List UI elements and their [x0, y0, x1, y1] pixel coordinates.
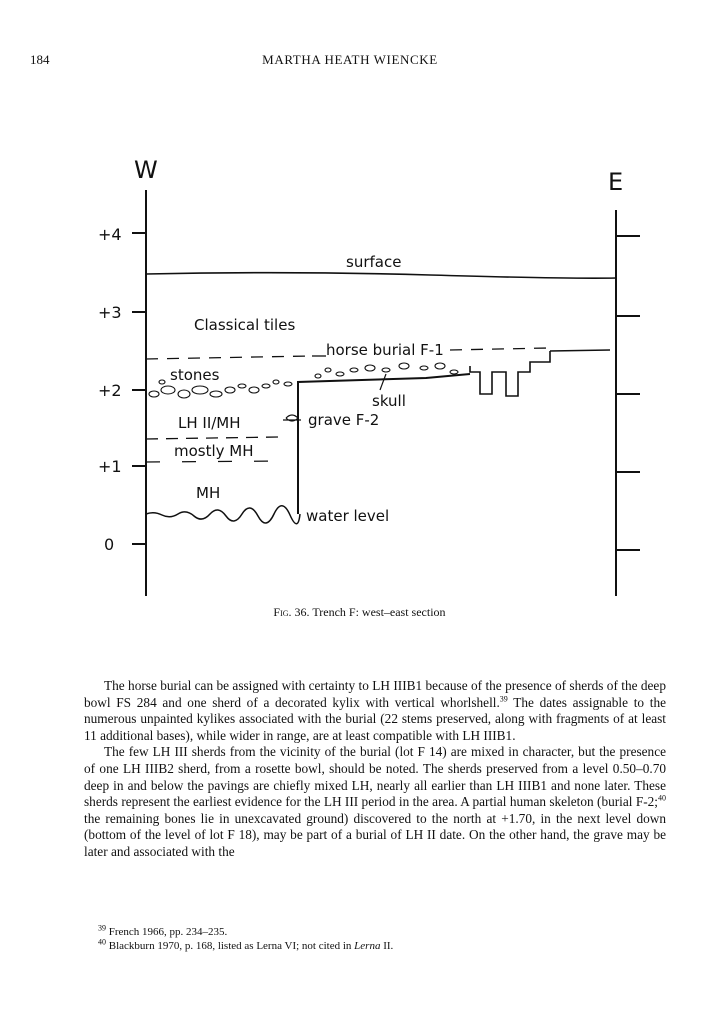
paragraph-2-text-b: the remaining bones lie in unexcavated ground) discovered to the north at +1.70, in the next level down (bottom of the level of lot F 18), may be part of a burial of LH II date. On the other hand, the grave may be later and associated with the	[84, 810, 666, 859]
elevation-label-plus-2: +2	[98, 381, 122, 400]
paragraph-2-text-a: The few LH III sherds from the vicinity of the burial (lot F 14) are mixed in character, but the presence of one LH IIIB2 sherd, from a rosette bowl, should be noted. The sherds preserved from a level 0.50–0.70 deep in and below the pavings are chiefly mixed LH, nearly all earlier than LH IIIB1 and none later. These sherds represent the earliest evidence for the LH III period in the area. A partial human skeleton (burial F-2;	[84, 744, 666, 810]
figure-caption	[0, 605, 719, 620]
lh-ii-mh-dashed-boundary	[146, 437, 278, 439]
mostly-mh-dashed-boundary	[146, 461, 290, 462]
elevation-label-plus-1: +1	[98, 457, 122, 476]
paragraph-1	[84, 678, 666, 744]
page-number: 184	[30, 52, 50, 67]
footnote-ref-39: 39	[499, 694, 508, 704]
footnote-ref-40: 40	[658, 793, 666, 803]
compass-west-label: W	[134, 156, 158, 184]
surface-line	[146, 273, 616, 278]
elevation-label-zero: 0	[104, 535, 115, 554]
mh-label: MH	[196, 484, 221, 502]
grave-f2-label: grave F-2	[308, 411, 380, 429]
footnote-text: Blackburn 1970, p. 168, listed as Lerna VI; not cited in	[108, 940, 355, 952]
skull-leader	[380, 374, 386, 390]
footnote-text-end: II.	[380, 940, 394, 952]
running-head: MARTHA HEATH WIENCKE	[262, 52, 438, 67]
elevation-label-plus-3: +3	[98, 303, 122, 322]
water-level-line	[146, 506, 300, 524]
paragraph-1-text-a: The horse burial can be assigned with certainty to LH IIIB1 because of the presence of sherds of the deep bowl FS 284 and one sherd of a decorated kylix with vertical whorlshell.	[84, 678, 666, 710]
horse-burial-dashed-boundary-east	[450, 348, 548, 350]
footnote-39	[84, 925, 666, 939]
page-header	[30, 52, 670, 72]
compass-east-label: E	[608, 168, 624, 196]
footnotes	[84, 925, 666, 953]
elevation-label-plus-4: +4	[98, 225, 122, 244]
body-text	[84, 678, 666, 861]
mostly-mh-label: mostly MH	[174, 442, 254, 460]
paragraph-1-text-b: The dates assignable to the numerous unpainted kylikes associated with the burial (22 stems preserved, along with fragments of at least 11 additional bases), while wider in range, are at least compatible with LH IIIB1.	[84, 694, 666, 743]
paragraph-2	[84, 744, 666, 860]
footnote-40	[84, 939, 666, 953]
water-level-label: water level	[306, 507, 390, 525]
figure-caption-label: Fig. 36.	[273, 605, 310, 619]
footnote-number: 39	[98, 923, 106, 933]
classical-tiles-label: Classical tiles	[194, 316, 296, 334]
footnote-text: French 1966, pp. 234–235.	[108, 926, 228, 938]
surface-label: surface	[346, 253, 402, 271]
figure-caption-text: Trench F: west–east section	[312, 605, 446, 619]
stepped-cut-outline	[470, 350, 610, 396]
horse-burial-dashed-boundary	[146, 356, 310, 359]
trench-section-figure	[90, 150, 660, 602]
section-diagram	[90, 150, 660, 602]
footnote-number: 40	[98, 937, 106, 947]
stones-label: stones	[170, 366, 220, 384]
horse-burial-label: horse burial F-1	[326, 341, 444, 359]
lh-ii-mh-label: LH II/MH	[178, 414, 241, 432]
skull-label: skull	[372, 392, 406, 410]
footnote-italic-title: Lerna	[354, 940, 381, 952]
